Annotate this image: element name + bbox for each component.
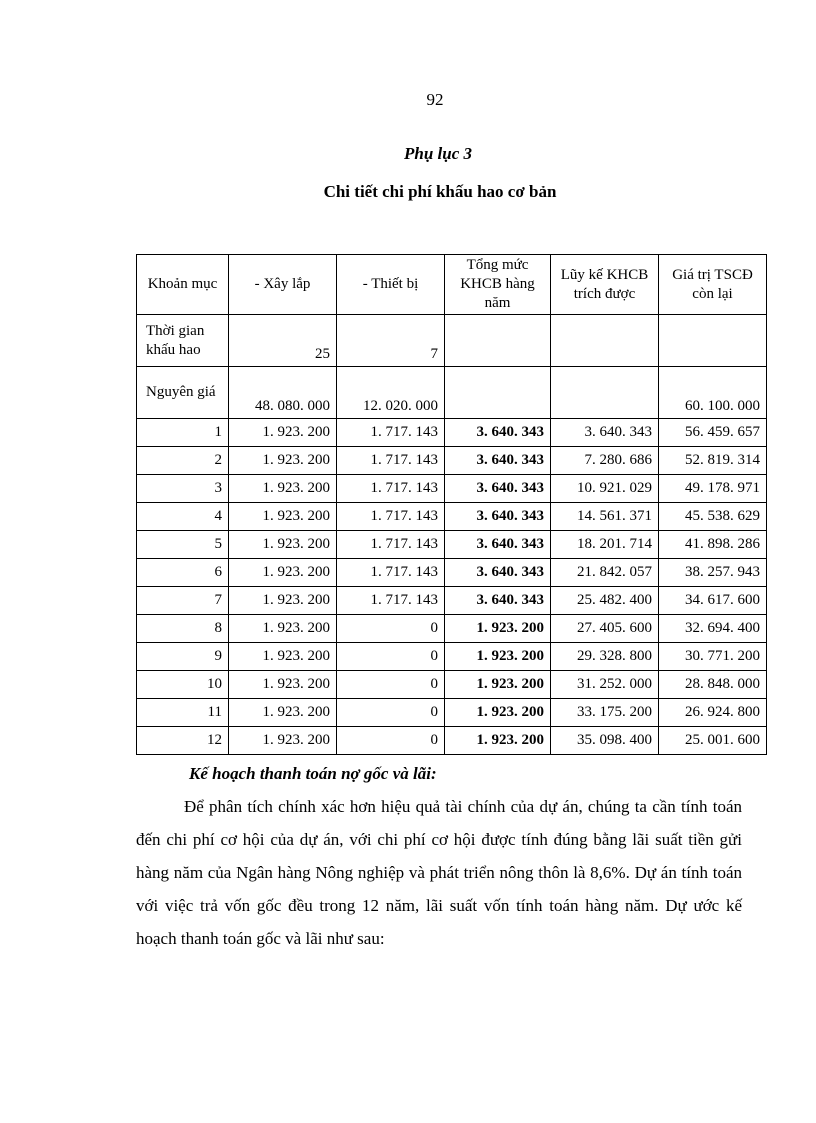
cell-thiet-bi: 1. 717. 143 bbox=[337, 587, 445, 615]
cell-tong-muc: 1. 923. 200 bbox=[445, 727, 551, 755]
cell-tong-muc: 1. 923. 200 bbox=[445, 699, 551, 727]
table-header-row bbox=[137, 255, 767, 315]
table-row bbox=[137, 531, 767, 559]
origin-row-gia-tri: 60. 100. 000 bbox=[659, 367, 767, 419]
table-row bbox=[137, 447, 767, 475]
cell-thiet-bi: 0 bbox=[337, 671, 445, 699]
cell-tong-muc: 1. 923. 200 bbox=[445, 671, 551, 699]
cell-xay-lap: 1. 923. 200 bbox=[229, 587, 337, 615]
origin-row-xay-lap: 48. 080. 000 bbox=[229, 367, 337, 419]
cell-gia-tri: 34. 617. 600 bbox=[659, 587, 767, 615]
cell-year: 1 bbox=[137, 419, 229, 447]
cell-gia-tri: 25. 001. 600 bbox=[659, 727, 767, 755]
time-row-luy-ke bbox=[551, 315, 659, 367]
origin-row-luy-ke bbox=[551, 367, 659, 419]
cell-xay-lap: 1. 923. 200 bbox=[229, 531, 337, 559]
cell-thiet-bi: 0 bbox=[337, 643, 445, 671]
origin-row bbox=[137, 367, 767, 419]
cell-gia-tri: 45. 538. 629 bbox=[659, 503, 767, 531]
cell-gia-tri: 56. 459. 657 bbox=[659, 419, 767, 447]
table-row bbox=[137, 615, 767, 643]
cell-xay-lap: 1. 923. 200 bbox=[229, 671, 337, 699]
cell-thiet-bi: 1. 717. 143 bbox=[337, 503, 445, 531]
cell-xay-lap: 1. 923. 200 bbox=[229, 615, 337, 643]
time-row-tong bbox=[445, 315, 551, 367]
cell-luy-ke: 29. 328. 800 bbox=[551, 643, 659, 671]
table-title: Chi tiết chi phí khấu hao cơ bản bbox=[323, 182, 557, 201]
header-luy-ke-khcb: Lũy kế KHCB trích được bbox=[551, 255, 659, 315]
cell-tong-muc: 3. 640. 343 bbox=[445, 447, 551, 475]
cell-thiet-bi: 1. 717. 143 bbox=[337, 531, 445, 559]
origin-row-tong bbox=[445, 367, 551, 419]
cell-gia-tri: 28. 848. 000 bbox=[659, 671, 767, 699]
table-row bbox=[137, 699, 767, 727]
cell-year: 9 bbox=[137, 643, 229, 671]
cell-luy-ke: 10. 921. 029 bbox=[551, 475, 659, 503]
section-heading: Kế hoạch thanh toán nợ gốc và lãi: bbox=[189, 764, 437, 783]
cell-tong-muc: 3. 640. 343 bbox=[445, 503, 551, 531]
cell-xay-lap: 1. 923. 200 bbox=[229, 419, 337, 447]
cell-luy-ke: 27. 405. 600 bbox=[551, 615, 659, 643]
cell-gia-tri: 49. 178. 971 bbox=[659, 475, 767, 503]
cell-gia-tri: 52. 819. 314 bbox=[659, 447, 767, 475]
cell-thiet-bi: 0 bbox=[337, 615, 445, 643]
header-gia-tri-tscd: Giá trị TSCĐ còn lại bbox=[659, 255, 767, 315]
cell-tong-muc: 3. 640. 343 bbox=[445, 475, 551, 503]
cell-tong-muc: 1. 923. 200 bbox=[445, 643, 551, 671]
cell-thiet-bi: 1. 717. 143 bbox=[337, 447, 445, 475]
cell-year: 7 bbox=[137, 587, 229, 615]
body-paragraph: Để phân tích chính xác hơn hiệu quả tài chính của dự án, chúng ta cần tính toán đến chi phí cơ hội của dự án, với chi phí cơ hội được tính đúng bằng lãi suất tiền gửi hàng năm của Ngân hàng Nông nghiệp và phát triển nông thôn là 8,6%. Dự án tính toán với việc trả vốn gốc đều trong 12 năm, lãi suất vốn tính toán hàng năm. Dự ước kế hoạch thanh toán gốc và lãi như sau: bbox=[136, 797, 742, 948]
time-row-label: Thời gian khấu hao bbox=[137, 315, 229, 367]
time-row bbox=[137, 315, 767, 367]
table-row bbox=[137, 671, 767, 699]
header-xay-lap: - Xây lắp bbox=[229, 255, 337, 315]
cell-gia-tri: 41. 898. 286 bbox=[659, 531, 767, 559]
cell-thiet-bi: 1. 717. 143 bbox=[337, 419, 445, 447]
cell-thiet-bi: 0 bbox=[337, 699, 445, 727]
table-row bbox=[137, 475, 767, 503]
cell-luy-ke: 14. 561. 371 bbox=[551, 503, 659, 531]
cell-xay-lap: 1. 923. 200 bbox=[229, 503, 337, 531]
cell-tong-muc: 3. 640. 343 bbox=[445, 419, 551, 447]
cell-gia-tri: 32. 694. 400 bbox=[659, 615, 767, 643]
depreciation-table bbox=[136, 254, 767, 755]
appendix-title: Phụ lục 3 bbox=[403, 144, 473, 163]
cell-xay-lap: 1. 923. 200 bbox=[229, 643, 337, 671]
cell-year: 4 bbox=[137, 503, 229, 531]
time-row-xay-lap: 25 bbox=[229, 315, 337, 367]
cell-luy-ke: 33. 175. 200 bbox=[551, 699, 659, 727]
table-row bbox=[137, 643, 767, 671]
cell-luy-ke: 35. 098. 400 bbox=[551, 727, 659, 755]
cell-year: 6 bbox=[137, 559, 229, 587]
cell-thiet-bi: 0 bbox=[337, 727, 445, 755]
table-row bbox=[137, 559, 767, 587]
cell-year: 5 bbox=[137, 531, 229, 559]
cell-xay-lap: 1. 923. 200 bbox=[229, 727, 337, 755]
cell-year: 8 bbox=[137, 615, 229, 643]
cell-tong-muc: 1. 923. 200 bbox=[445, 615, 551, 643]
table-row bbox=[137, 587, 767, 615]
cell-gia-tri: 26. 924. 800 bbox=[659, 699, 767, 727]
header-khoan-muc: Khoản mục bbox=[137, 255, 229, 315]
header-thiet-bi: - Thiết bị bbox=[337, 255, 445, 315]
cell-luy-ke: 3. 640. 343 bbox=[551, 419, 659, 447]
cell-tong-muc: 3. 640. 343 bbox=[445, 531, 551, 559]
cell-gia-tri: 38. 257. 943 bbox=[659, 559, 767, 587]
header-tong-muc-khcb: Tổng mức KHCB hàng năm bbox=[445, 255, 551, 315]
cell-tong-muc: 3. 640. 343 bbox=[445, 559, 551, 587]
table-row bbox=[137, 727, 767, 755]
cell-year: 3 bbox=[137, 475, 229, 503]
cell-xay-lap: 1. 923. 200 bbox=[229, 475, 337, 503]
cell-gia-tri: 30. 771. 200 bbox=[659, 643, 767, 671]
cell-xay-lap: 1. 923. 200 bbox=[229, 559, 337, 587]
table-row bbox=[137, 503, 767, 531]
origin-row-label: Nguyên giá bbox=[137, 367, 229, 419]
cell-luy-ke: 18. 201. 714 bbox=[551, 531, 659, 559]
cell-tong-muc: 3. 640. 343 bbox=[445, 587, 551, 615]
table-row bbox=[137, 419, 767, 447]
cell-year: 12 bbox=[137, 727, 229, 755]
cell-luy-ke: 21. 842. 057 bbox=[551, 559, 659, 587]
cell-luy-ke: 31. 252. 000 bbox=[551, 671, 659, 699]
cell-year: 2 bbox=[137, 447, 229, 475]
cell-luy-ke: 25. 482. 400 bbox=[551, 587, 659, 615]
cell-xay-lap: 1. 923. 200 bbox=[229, 447, 337, 475]
time-row-gia-tri bbox=[659, 315, 767, 367]
page-number: 92 bbox=[426, 90, 444, 109]
cell-year: 11 bbox=[137, 699, 229, 727]
cell-luy-ke: 7. 280. 686 bbox=[551, 447, 659, 475]
cell-year: 10 bbox=[137, 671, 229, 699]
origin-row-thiet-bi: 12. 020. 000 bbox=[337, 367, 445, 419]
cell-thiet-bi: 1. 717. 143 bbox=[337, 559, 445, 587]
time-row-thiet-bi: 7 bbox=[337, 315, 445, 367]
cell-xay-lap: 1. 923. 200 bbox=[229, 699, 337, 727]
cell-thiet-bi: 1. 717. 143 bbox=[337, 475, 445, 503]
